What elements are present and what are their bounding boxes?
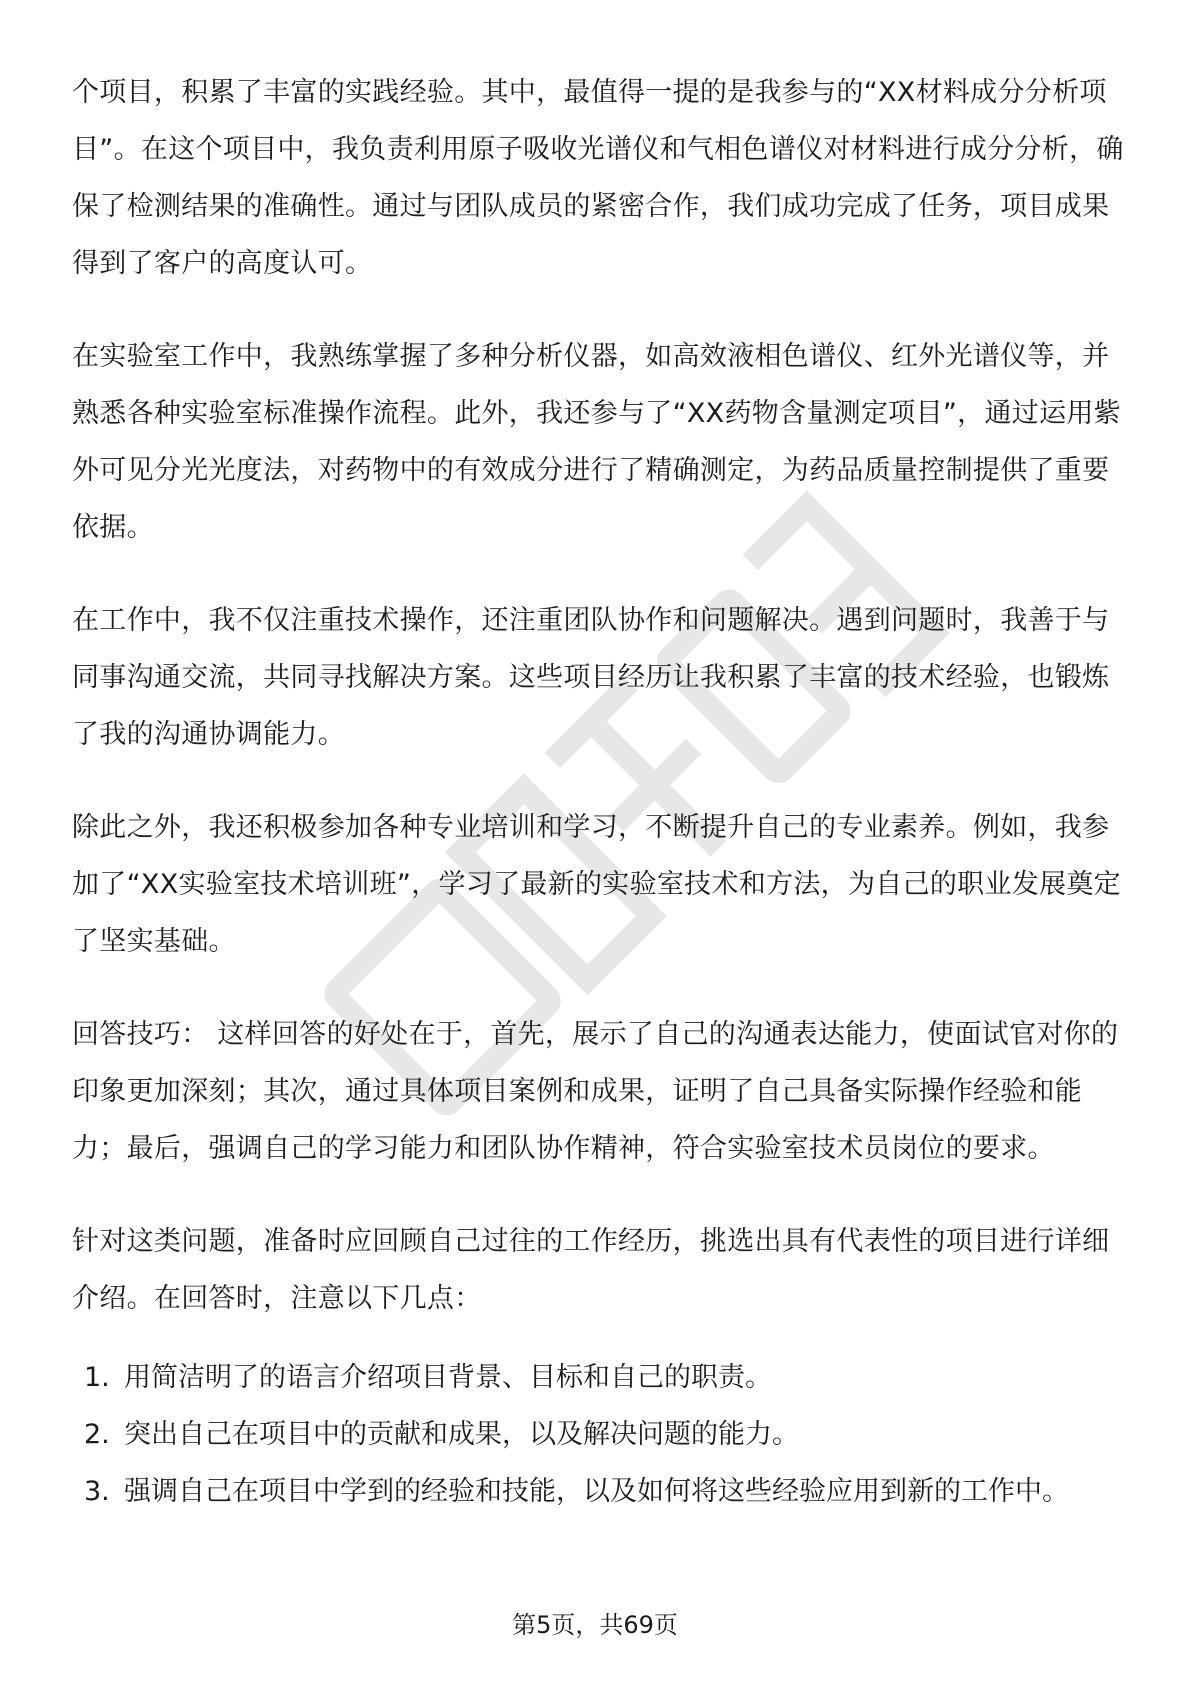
- paragraph-answer-tips: 回答技巧： 这样回答的好处在于，首先，展示了自己的沟通表达能力，使面试官对你的印象更加深刻；其次，通过具体项目案例和成果，证明了自己具备实际操作经验和能力；最后，强调自己的学习能力和团队协作精神，符合实验室技术员岗位的要求。: [72, 1019, 1119, 1164]
- list-item-number: 2.: [84, 1419, 110, 1450]
- list-item-text: 用简洁明了的语言介绍项目背景、目标和自己的职责。: [124, 1362, 772, 1393]
- list-item-number: 3.: [84, 1476, 110, 1507]
- list-item-text: 强调自己在项目中学到的经验和技能，以及如何将这些经验应用到新的工作中。: [124, 1476, 1069, 1507]
- paragraph-teamwork: 在工作中，我不仅注重技术操作，还注重团队协作和问题解决。遇到问题时，我善于与同事沟通交流，共同寻找解决方案。这些项目经历让我积累了丰富的技术经验，也锻炼了我的沟通协调能力。: [72, 605, 1110, 750]
- paragraph-training: 除此之外，我还积极参加各种专业培训和学习，不断提升自己的专业素养。例如，我参加了“XX实验室技术培训班”，学习了最新的实验室技术和方法，为自己的职业发展奠定了坚实基础。: [72, 812, 1121, 957]
- list-item: [72, 1463, 1132, 1520]
- paragraph-lab-work: 在实验室工作中，我熟练掌握了多种分析仪器，如高效液相色谱仪、红外光谱仪等，并熟悉各种实验室标准操作流程。此外，我还参与了“XX药物含量测定项目”，通过运用紫外可见分光光度法，对药物中的有效成分进行了精确测定，为药品质量控制提供了重要依据。: [72, 341, 1121, 543]
- list-item-number: 1.: [84, 1362, 110, 1393]
- document-body: [72, 64, 1132, 1520]
- page-number-footer: 第5页，共69页: [512, 1611, 678, 1639]
- tips-list: [72, 1349, 1132, 1520]
- list-item: [72, 1349, 1132, 1406]
- paragraph-preparation: 针对这类问题，准备时应回顾自己过往的工作经历，挑选出具有代表性的项目进行详细介绍。在回答时，注意以下几点：: [72, 1226, 1110, 1314]
- list-item: [72, 1406, 1132, 1463]
- list-item-text: 突出自己在项目中的贡献和成果，以及解决问题的能力。: [124, 1419, 799, 1450]
- paragraph-project-experience: 个项目，积累了丰富的实践经验。其中，最值得一提的是我参与的“XX材料成分分析项目”。在这个项目中，我负责利用原子吸收光谱仪和气相色谱仪对材料进行成分分析，确保了检测结果的准确性。通过与团队成员的紧密合作，我们成功完成了任务，项目成果得到了客户的高度认可。: [72, 77, 1124, 279]
